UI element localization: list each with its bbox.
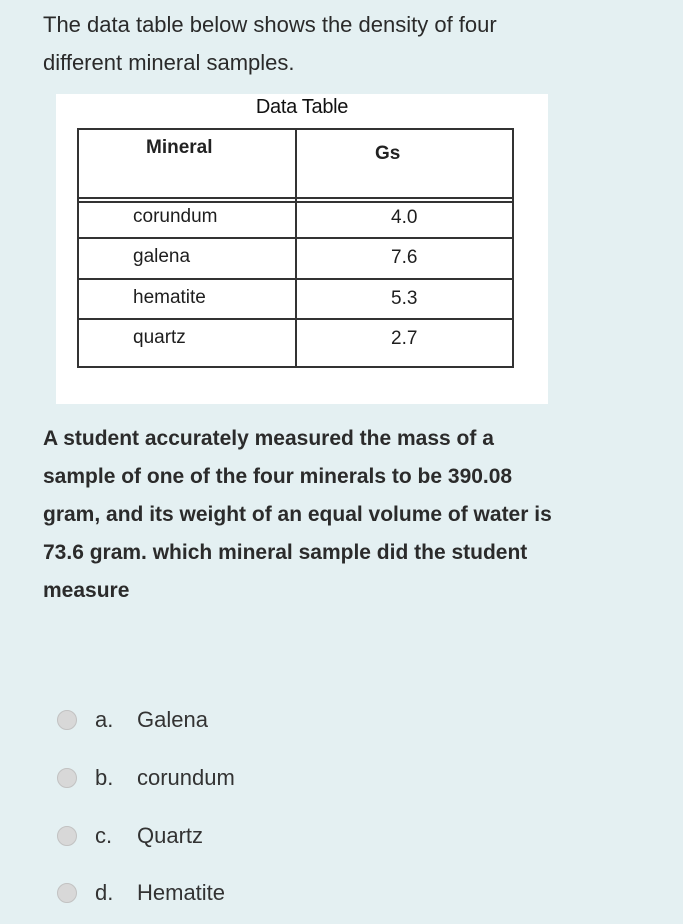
question-line: 73.6 gram. which mineral sample did the student [43,541,528,564]
data-table-image [56,94,548,404]
question-text [43,420,653,610]
radio-button[interactable] [57,826,77,846]
radio-button[interactable] [57,883,77,903]
row-divider [79,197,512,199]
option-d[interactable] [57,873,357,913]
table-title: Data Table [255,96,349,118]
option-letter: a. [95,707,114,732]
header-gs: Gs [375,143,401,164]
question-line: measure [43,579,130,602]
option-label: Hematite [137,880,226,905]
header-mineral: Mineral [146,137,213,158]
intro-line: different mineral samples. [43,50,295,75]
option-letter: d. [95,880,114,905]
option-letter: b. [95,765,114,790]
row-divider [79,201,512,203]
option-letter: c. [95,823,113,848]
table-cell-mineral: corundum [133,206,218,227]
question-line: gram, and its weight of an equal volume of water is [43,503,552,526]
option-b[interactable] [57,758,357,798]
column-divider [295,130,297,366]
option-label: Galena [137,707,208,732]
table-cell-gs: 7.6 [391,247,418,268]
question-line: sample of one of the four minerals to be 390.08 [43,465,513,488]
option-label: Quartz [137,823,204,848]
table-cell-mineral: quartz [133,327,186,348]
radio-button[interactable] [57,768,77,788]
data-table [77,128,514,368]
option-label: corundum [137,765,235,790]
table-cell-mineral: galena [133,246,191,267]
option-c[interactable] [57,816,357,856]
radio-button[interactable] [57,710,77,730]
row-divider [79,278,512,280]
intro-text [43,6,643,82]
table-cell-gs: 2.7 [391,328,418,349]
table-cell-gs: 4.0 [391,207,418,228]
row-divider [79,318,512,320]
intro-line: The data table below shows the density of four [43,12,497,37]
table-cell-gs: 5.3 [391,288,418,309]
row-divider [79,237,512,239]
table-cell-mineral: hematite [133,287,206,308]
option-a[interactable] [57,700,357,740]
question-line: A student accurately measured the mass of a [43,427,494,450]
